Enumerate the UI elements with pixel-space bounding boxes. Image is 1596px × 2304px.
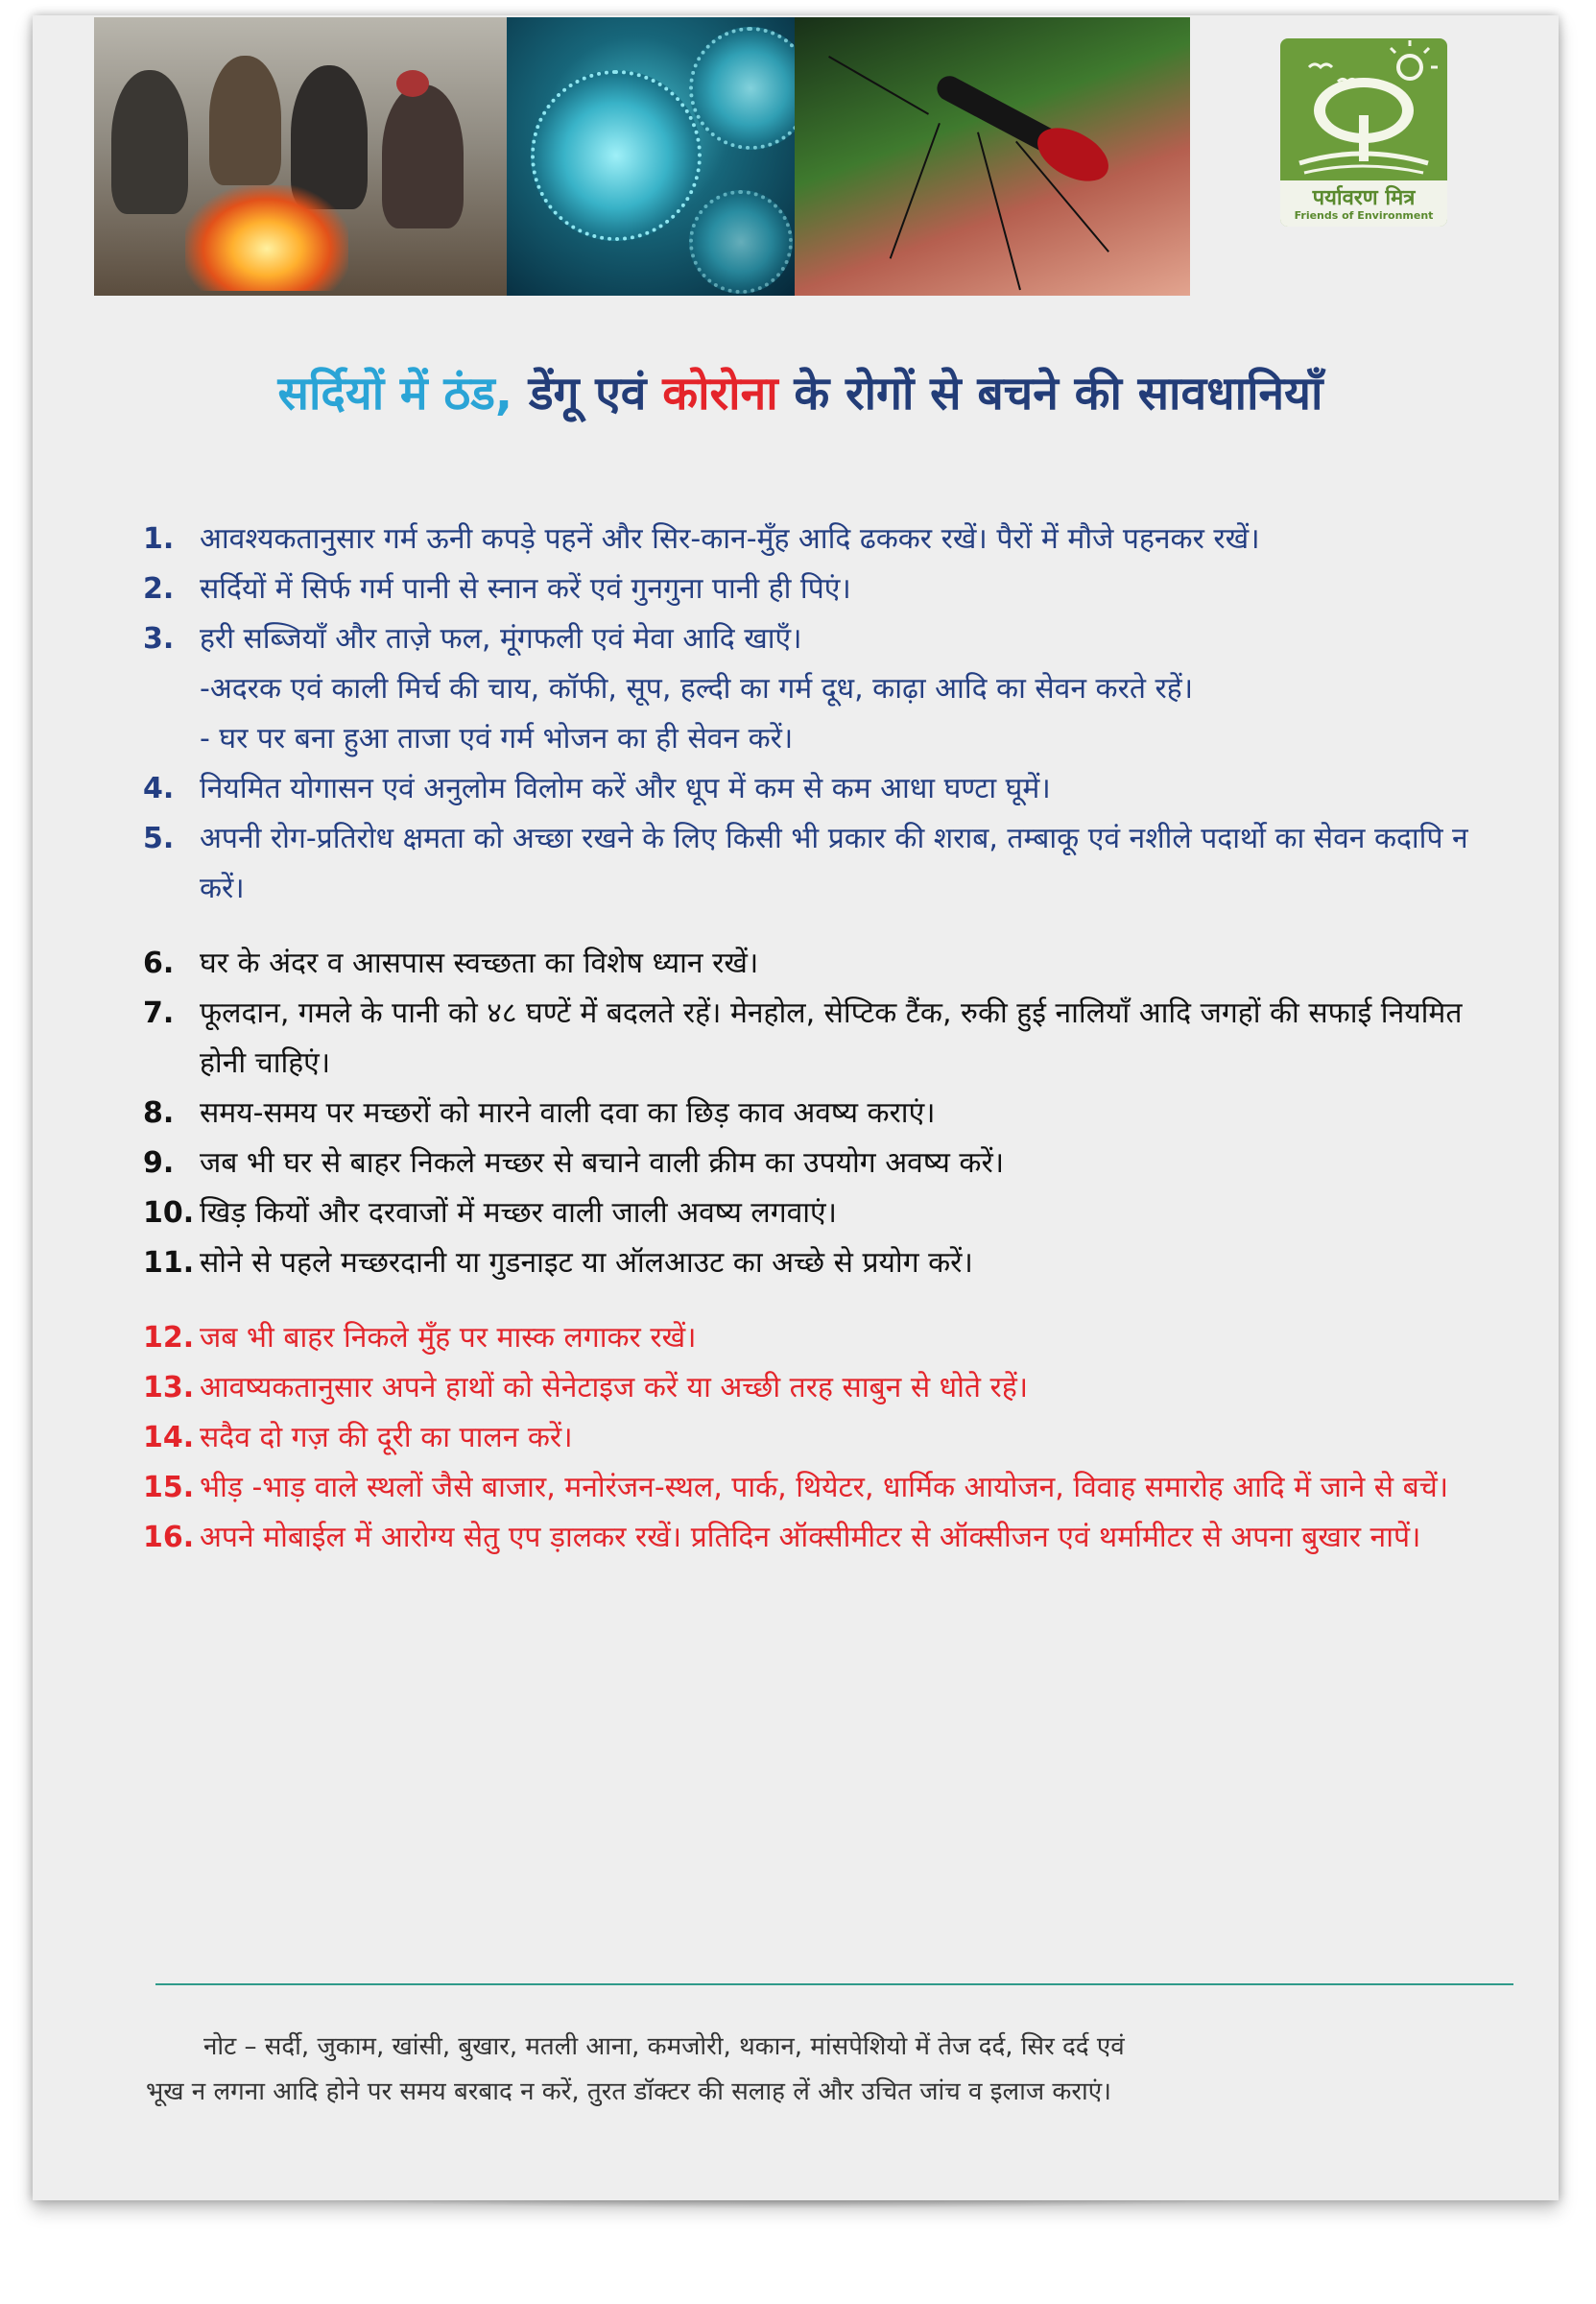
note-line-2: भूख न लगना आदि होने पर समय बरबाद न करें, तुरत डॉक्टर की सलाह लें और उचित जांच व इलाज कराएं। (146, 2077, 1111, 2106)
item-number: 6. (143, 947, 175, 980)
list-item (143, 939, 1515, 989)
item-number: 8. (143, 1096, 175, 1130)
poster-title (71, 361, 1530, 423)
item-number: 7. (143, 996, 175, 1030)
precautions-list (143, 515, 1515, 1563)
logo-english-name: Friends of Environment (1294, 209, 1434, 222)
list-subitem: - घर पर बना हुआ ताजा एवं गर्म भोजन का ही सेवन करें। (200, 722, 794, 756)
title-part-precautions: के रोगों से बचने की सावधानियाँ (794, 367, 1323, 420)
virus-particle (689, 190, 793, 294)
item-number: 12. (143, 1321, 195, 1355)
footer-note (146, 2025, 1528, 2115)
title-part-dengue: डेंगू एवं (528, 367, 647, 420)
item-text: आवष्यकतानुसार अपने हाथों को सेनेटाइज करें या अच्छी तरह साबुन से धोते रहें। (200, 1371, 1029, 1404)
title-part-cold: सर्दियों में ठंड, (277, 367, 513, 420)
person-figure (111, 70, 188, 214)
list-item (143, 814, 1515, 914)
list-item (143, 764, 1515, 814)
list-item (143, 1188, 1515, 1238)
list-item (143, 1363, 1515, 1413)
list-item (143, 1313, 1515, 1363)
item-text: सोने से पहले मच्छरदानी या गुडनाइट या ऑलआउट का अच्छे से प्रयोग करें। (200, 1246, 973, 1280)
bonfire-glow (185, 185, 348, 291)
list-item (143, 1513, 1515, 1563)
item-text: जब भी बाहर निकले मुँह पर मास्क लगाकर रखें। (200, 1321, 697, 1355)
item-text: सर्दियों में सिर्फ गर्म पानी से स्नान करें एवं गुनगुना पानी ही पिएं। (200, 572, 851, 606)
list-item (143, 1238, 1515, 1288)
list-item (143, 1139, 1515, 1188)
mosquito-leg (977, 132, 1021, 290)
item-text: खिड़ कियों और दरवाजों में मच्छर वाली जाली अवष्य लगवाएं। (200, 1196, 838, 1230)
list-item (143, 1463, 1515, 1513)
item-number: 14. (143, 1421, 195, 1454)
item-text: हरी सब्जियाँ और ताज़े फल, मूंगफली एवं मेवा आदि खाएँ। (200, 622, 802, 656)
list-item (143, 989, 1515, 1089)
virus-particle (689, 27, 795, 150)
group-gap (143, 914, 1515, 939)
logo-hindi-name: पर्यावरण मित्र (1312, 186, 1416, 210)
red-cap (396, 70, 429, 97)
poster (33, 15, 1559, 2200)
item-number: 13. (143, 1371, 195, 1404)
item-number: 11. (143, 1246, 195, 1280)
item-text: आवश्यकतानुसार गर्म ऊनी कपड़े पहनें और सिर-कान-मुँह आदि ढककर रखें। पैरों में मौजे पहनकर रखें। (200, 522, 1260, 556)
item-text: समय-समय पर मच्छरों को मारने वाली दवा का छिड़ काव अवष्य कराएं। (200, 1096, 936, 1130)
item-text: घर के अंदर व आसपास स्वच्छता का विशेष ध्यान रखें। (200, 947, 759, 980)
mosquito-leg (828, 56, 929, 115)
item-text: जब भी घर से बाहर निकले मच्छर से बचाने वाली क्रीम का उपयोग अवष्य करें। (200, 1146, 1005, 1180)
virus-particle (531, 70, 702, 241)
item-number: 16. (143, 1521, 195, 1554)
person-figure (382, 84, 464, 228)
coronavirus-photo (507, 17, 795, 296)
item-number: 4. (143, 772, 175, 805)
item-text: नियमित योगासन एवं अनुलोम विलोम करें और धूप में कम से कम आधा घण्टा घूमें। (200, 772, 1051, 805)
item-number: 3. (143, 622, 175, 656)
person-figure (209, 56, 281, 185)
list-item (143, 1413, 1515, 1463)
item-text: सदैव दो गज़ की दूरी का पालन करें। (200, 1421, 573, 1454)
item-text: अपनी रोग-प्रतिरोध क्षमता को अच्छा रखने के लिए किसी भी प्रकार की शराब, तम्बाकू एवं नशीले पदार्थो का सेवन कदापि न करें। (200, 822, 1468, 905)
item-number: 15. (143, 1471, 195, 1504)
divider-line (155, 1983, 1513, 1985)
list-item (143, 564, 1515, 614)
title-part-corona: कोरोना (662, 367, 778, 420)
item-text: फूलदान, गमले के पानी को ४८ घण्टें में बदलते रहें। मेनहोल, सेप्टिक टैंक, रुकी हुई नालियाँ आदि जगहों की सफाई नियमित होनी चाहिएं। (200, 996, 1463, 1080)
item-number: 2. (143, 572, 175, 606)
list-item (143, 1089, 1515, 1139)
item-number: 9. (143, 1146, 175, 1180)
item-number: 5. (143, 822, 175, 855)
people-by-fire-photo (94, 17, 507, 296)
list-item (143, 515, 1515, 564)
mosquito-leg (890, 123, 941, 259)
list-item (143, 614, 1515, 664)
item-number: 1. (143, 522, 175, 556)
item-text: अपने मोबाईल में आरोग्य सेतु एप ड़ालकर रखें। प्रतिदिन ऑक्सीमीटर से ऑक्सीजन एवं थर्मामीटर से अपना बुखार नापें। (200, 1521, 1421, 1554)
header-banner (94, 17, 1190, 296)
paryavaran-mitra-logo (1280, 38, 1447, 227)
group-gap (143, 1288, 1515, 1313)
note-line-1: नोट – सर्दी, जुकाम, खांसी, बुखार, मतली आना, कमजोरी, थकान, मांसपेशियो में तेज दर्द, सिर दर्द एवं (203, 2032, 1125, 2061)
item-text: भीड़ -भाड़ वाले स्थलों जैसे बाजार, मनोरंजन-स्थल, पार्क, थियेटर, धार्मिक आयोजन, विवाह समारोह आदि में जाने से बचें। (200, 1471, 1449, 1504)
mosquito-photo (795, 17, 1190, 296)
list-subitem: -अदरक एवं काली मिर्च की चाय, कॉफी, सूप, हल्दी का गर्म दूध, काढ़ा आदि का सेवन करते रहें। (200, 672, 1194, 706)
tree-sun-icon (1280, 38, 1447, 182)
item-number: 10. (143, 1196, 195, 1230)
